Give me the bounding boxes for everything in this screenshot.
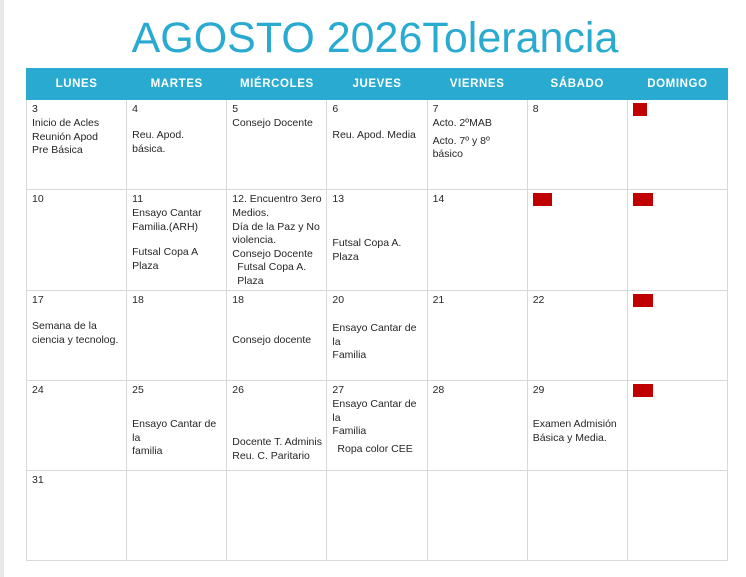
spacer bbox=[332, 308, 422, 322]
day-number: 17 bbox=[32, 294, 44, 306]
spacer bbox=[132, 234, 222, 246]
calendar-event-text: Acto. 2ºMAB bbox=[432, 117, 492, 129]
page-title: AGOSTO 2026Tolerancia bbox=[131, 14, 619, 62]
weekday-header-monday: LUNES bbox=[27, 69, 127, 100]
day-number: 28 bbox=[432, 384, 445, 396]
calendar-event-text: Ensayo Cantar de la bbox=[332, 322, 417, 348]
day-number: 12. Encuentro 3ero bbox=[232, 193, 322, 205]
day-number: 7 bbox=[432, 103, 439, 115]
day-number-holiday: 9 bbox=[633, 103, 647, 116]
calendar-event-text: violencia. bbox=[232, 234, 277, 246]
calendar-container bbox=[4, 68, 746, 561]
calendar-event-text: Plaza bbox=[332, 250, 359, 263]
day-number: 20 bbox=[332, 294, 345, 306]
spacer bbox=[332, 117, 422, 129]
calendar-day-cell[interactable] bbox=[127, 471, 227, 561]
day-number: 8 bbox=[532, 103, 539, 115]
weekday-header-tuesday: MARTES bbox=[127, 69, 227, 100]
calendar-event-text: Medios. bbox=[232, 207, 270, 219]
calendar-day-cell[interactable] bbox=[127, 100, 227, 190]
calendar-day-cell[interactable] bbox=[627, 381, 727, 471]
calendar-day-cell[interactable] bbox=[527, 291, 627, 381]
calendar-day-cell[interactable] bbox=[627, 100, 727, 190]
day-number: 3 bbox=[32, 103, 38, 115]
calendar-event-text: Semana de la bbox=[32, 320, 97, 332]
calendar-table bbox=[26, 68, 728, 561]
calendar-day-cell[interactable] bbox=[527, 190, 627, 291]
spacer bbox=[132, 398, 222, 418]
weekday-header-thursday: JUEVES bbox=[327, 69, 427, 100]
calendar-day-cell[interactable] bbox=[227, 381, 327, 471]
calendar-day-cell[interactable] bbox=[27, 100, 127, 190]
calendar-event-text: Consejo Docente bbox=[232, 247, 313, 260]
calendar-day-cell[interactable] bbox=[427, 471, 527, 561]
calendar-event-text: Examen Admisión bbox=[532, 418, 617, 430]
calendar-event-text: Futsal Copa A Plaza bbox=[132, 246, 198, 272]
weekday-header-wednesday: MIÉRCOLES bbox=[227, 69, 327, 100]
calendar-event-text: Ensayo Cantar bbox=[132, 207, 202, 219]
calendar-event-text: Familia.(ARH) bbox=[132, 220, 199, 233]
day-number-holiday: 30 bbox=[633, 384, 653, 397]
calendar-week-row bbox=[27, 190, 728, 291]
calendar-day-cell[interactable] bbox=[427, 190, 527, 291]
spacer bbox=[332, 207, 422, 237]
weekday-header-friday: VIERNES bbox=[427, 69, 527, 100]
calendar-event-text: Futsal Copa A. bbox=[237, 261, 307, 273]
day-number: 31 bbox=[32, 474, 44, 486]
calendar-day-cell[interactable] bbox=[327, 100, 427, 190]
day-number: 26 bbox=[232, 384, 244, 396]
calendar-day-cell[interactable] bbox=[127, 381, 227, 471]
calendar-header-row bbox=[27, 69, 728, 100]
calendar-day-cell[interactable] bbox=[627, 190, 727, 291]
calendar-event-text: Acto. 7º y 8º básico bbox=[432, 134, 490, 160]
calendar-week-row bbox=[27, 100, 728, 190]
calendar-day-cell[interactable] bbox=[627, 471, 727, 561]
day-number: 6 bbox=[332, 103, 339, 115]
day-number: 5 bbox=[232, 103, 239, 115]
spacer bbox=[232, 308, 322, 334]
weekday-header-saturday: SÁBADO bbox=[527, 69, 627, 100]
calendar-event-text: básica. bbox=[132, 142, 166, 155]
calendar-event-text: Docente T. Adminis bbox=[232, 436, 322, 448]
calendar-day-cell[interactable] bbox=[227, 291, 327, 381]
calendar-event-text: Familia bbox=[332, 425, 367, 437]
day-number: 13 bbox=[332, 193, 345, 205]
calendar-day-cell[interactable] bbox=[27, 190, 127, 291]
calendar-day-cell[interactable] bbox=[227, 471, 327, 561]
calendar-event-text: ciencia y tecnolog. bbox=[32, 333, 119, 346]
calendar-event-text: Plaza bbox=[237, 274, 264, 287]
day-number: 24 bbox=[32, 384, 44, 396]
calendar-day-cell[interactable] bbox=[327, 471, 427, 561]
calendar-day-cell[interactable] bbox=[427, 100, 527, 190]
day-number: 14 bbox=[432, 193, 445, 205]
spacer bbox=[533, 398, 623, 418]
calendar-day-cell[interactable] bbox=[27, 471, 127, 561]
day-number: 4 bbox=[132, 103, 138, 115]
day-number: 21 bbox=[432, 294, 445, 306]
calendar-event-text: Inicio de Acles bbox=[32, 117, 100, 129]
spacer bbox=[32, 308, 122, 320]
spacer bbox=[232, 398, 322, 436]
day-number: 22 bbox=[532, 294, 545, 306]
calendar-event-text: Ropa color CEE bbox=[337, 442, 413, 455]
calendar-day-cell[interactable] bbox=[327, 190, 427, 291]
day-number: 25 bbox=[132, 384, 144, 396]
day-number: 18 bbox=[232, 294, 244, 306]
day-number-holiday: 15 bbox=[533, 193, 553, 206]
calendar-body bbox=[27, 100, 728, 561]
calendar-event-text: Reu. Apod. Media bbox=[332, 129, 416, 141]
calendar-day-cell[interactable] bbox=[27, 291, 127, 381]
calendar-day-cell[interactable] bbox=[227, 100, 327, 190]
calendar-event-text: Ensayo Cantar de la bbox=[332, 398, 417, 424]
calendar-event-text: Pre Básica bbox=[32, 144, 83, 156]
day-number: 10 bbox=[32, 193, 44, 205]
page-title-container bbox=[4, 0, 746, 68]
calendar-event-text: Futsal Copa A. bbox=[332, 237, 402, 249]
calendar-week-row bbox=[27, 291, 728, 381]
calendar-day-cell[interactable] bbox=[327, 291, 427, 381]
day-number: 27 bbox=[332, 384, 345, 396]
calendar-event-text: Reunión Apod bbox=[32, 130, 98, 143]
day-number-holiday: 23 bbox=[633, 294, 653, 307]
calendar-event-text: Familia bbox=[332, 349, 367, 361]
calendar-event-text: Consejo docente bbox=[232, 334, 312, 346]
calendar-day-cell[interactable] bbox=[527, 100, 627, 190]
calendar-day-cell[interactable] bbox=[527, 381, 627, 471]
weekday-header-sunday: DOMINGO bbox=[627, 69, 727, 100]
calendar-event-text: Consejo Docente bbox=[232, 117, 313, 129]
calendar-day-cell[interactable] bbox=[327, 381, 427, 471]
calendar-event-text: Ensayo Cantar de la bbox=[132, 418, 217, 444]
calendar-day-cell[interactable] bbox=[627, 291, 727, 381]
calendar-week-row bbox=[27, 381, 728, 471]
calendar-event-text: Básica y Media. bbox=[532, 431, 607, 444]
calendar-day-cell[interactable] bbox=[427, 381, 527, 471]
calendar-day-cell[interactable] bbox=[127, 291, 227, 381]
calendar-day-cell[interactable] bbox=[527, 471, 627, 561]
calendar-day-cell[interactable] bbox=[27, 381, 127, 471]
day-number: 29 bbox=[532, 384, 545, 396]
day-number-holiday: 16 bbox=[633, 193, 653, 206]
day-number: 18 bbox=[132, 294, 144, 306]
calendar-event-text: Reu. Apod. bbox=[132, 129, 185, 141]
day-number: 11 bbox=[132, 193, 144, 205]
calendar-event-text: Día de la Paz y No bbox=[232, 220, 320, 233]
calendar-day-cell[interactable] bbox=[427, 291, 527, 381]
calendar-event-text: Reu. C. Paritario bbox=[232, 449, 310, 462]
spacer bbox=[132, 117, 222, 129]
calendar-day-cell[interactable] bbox=[127, 190, 227, 291]
calendar-day-cell[interactable] bbox=[227, 190, 327, 291]
calendar-event-text: familia bbox=[132, 445, 163, 457]
calendar-week-row bbox=[27, 471, 728, 561]
